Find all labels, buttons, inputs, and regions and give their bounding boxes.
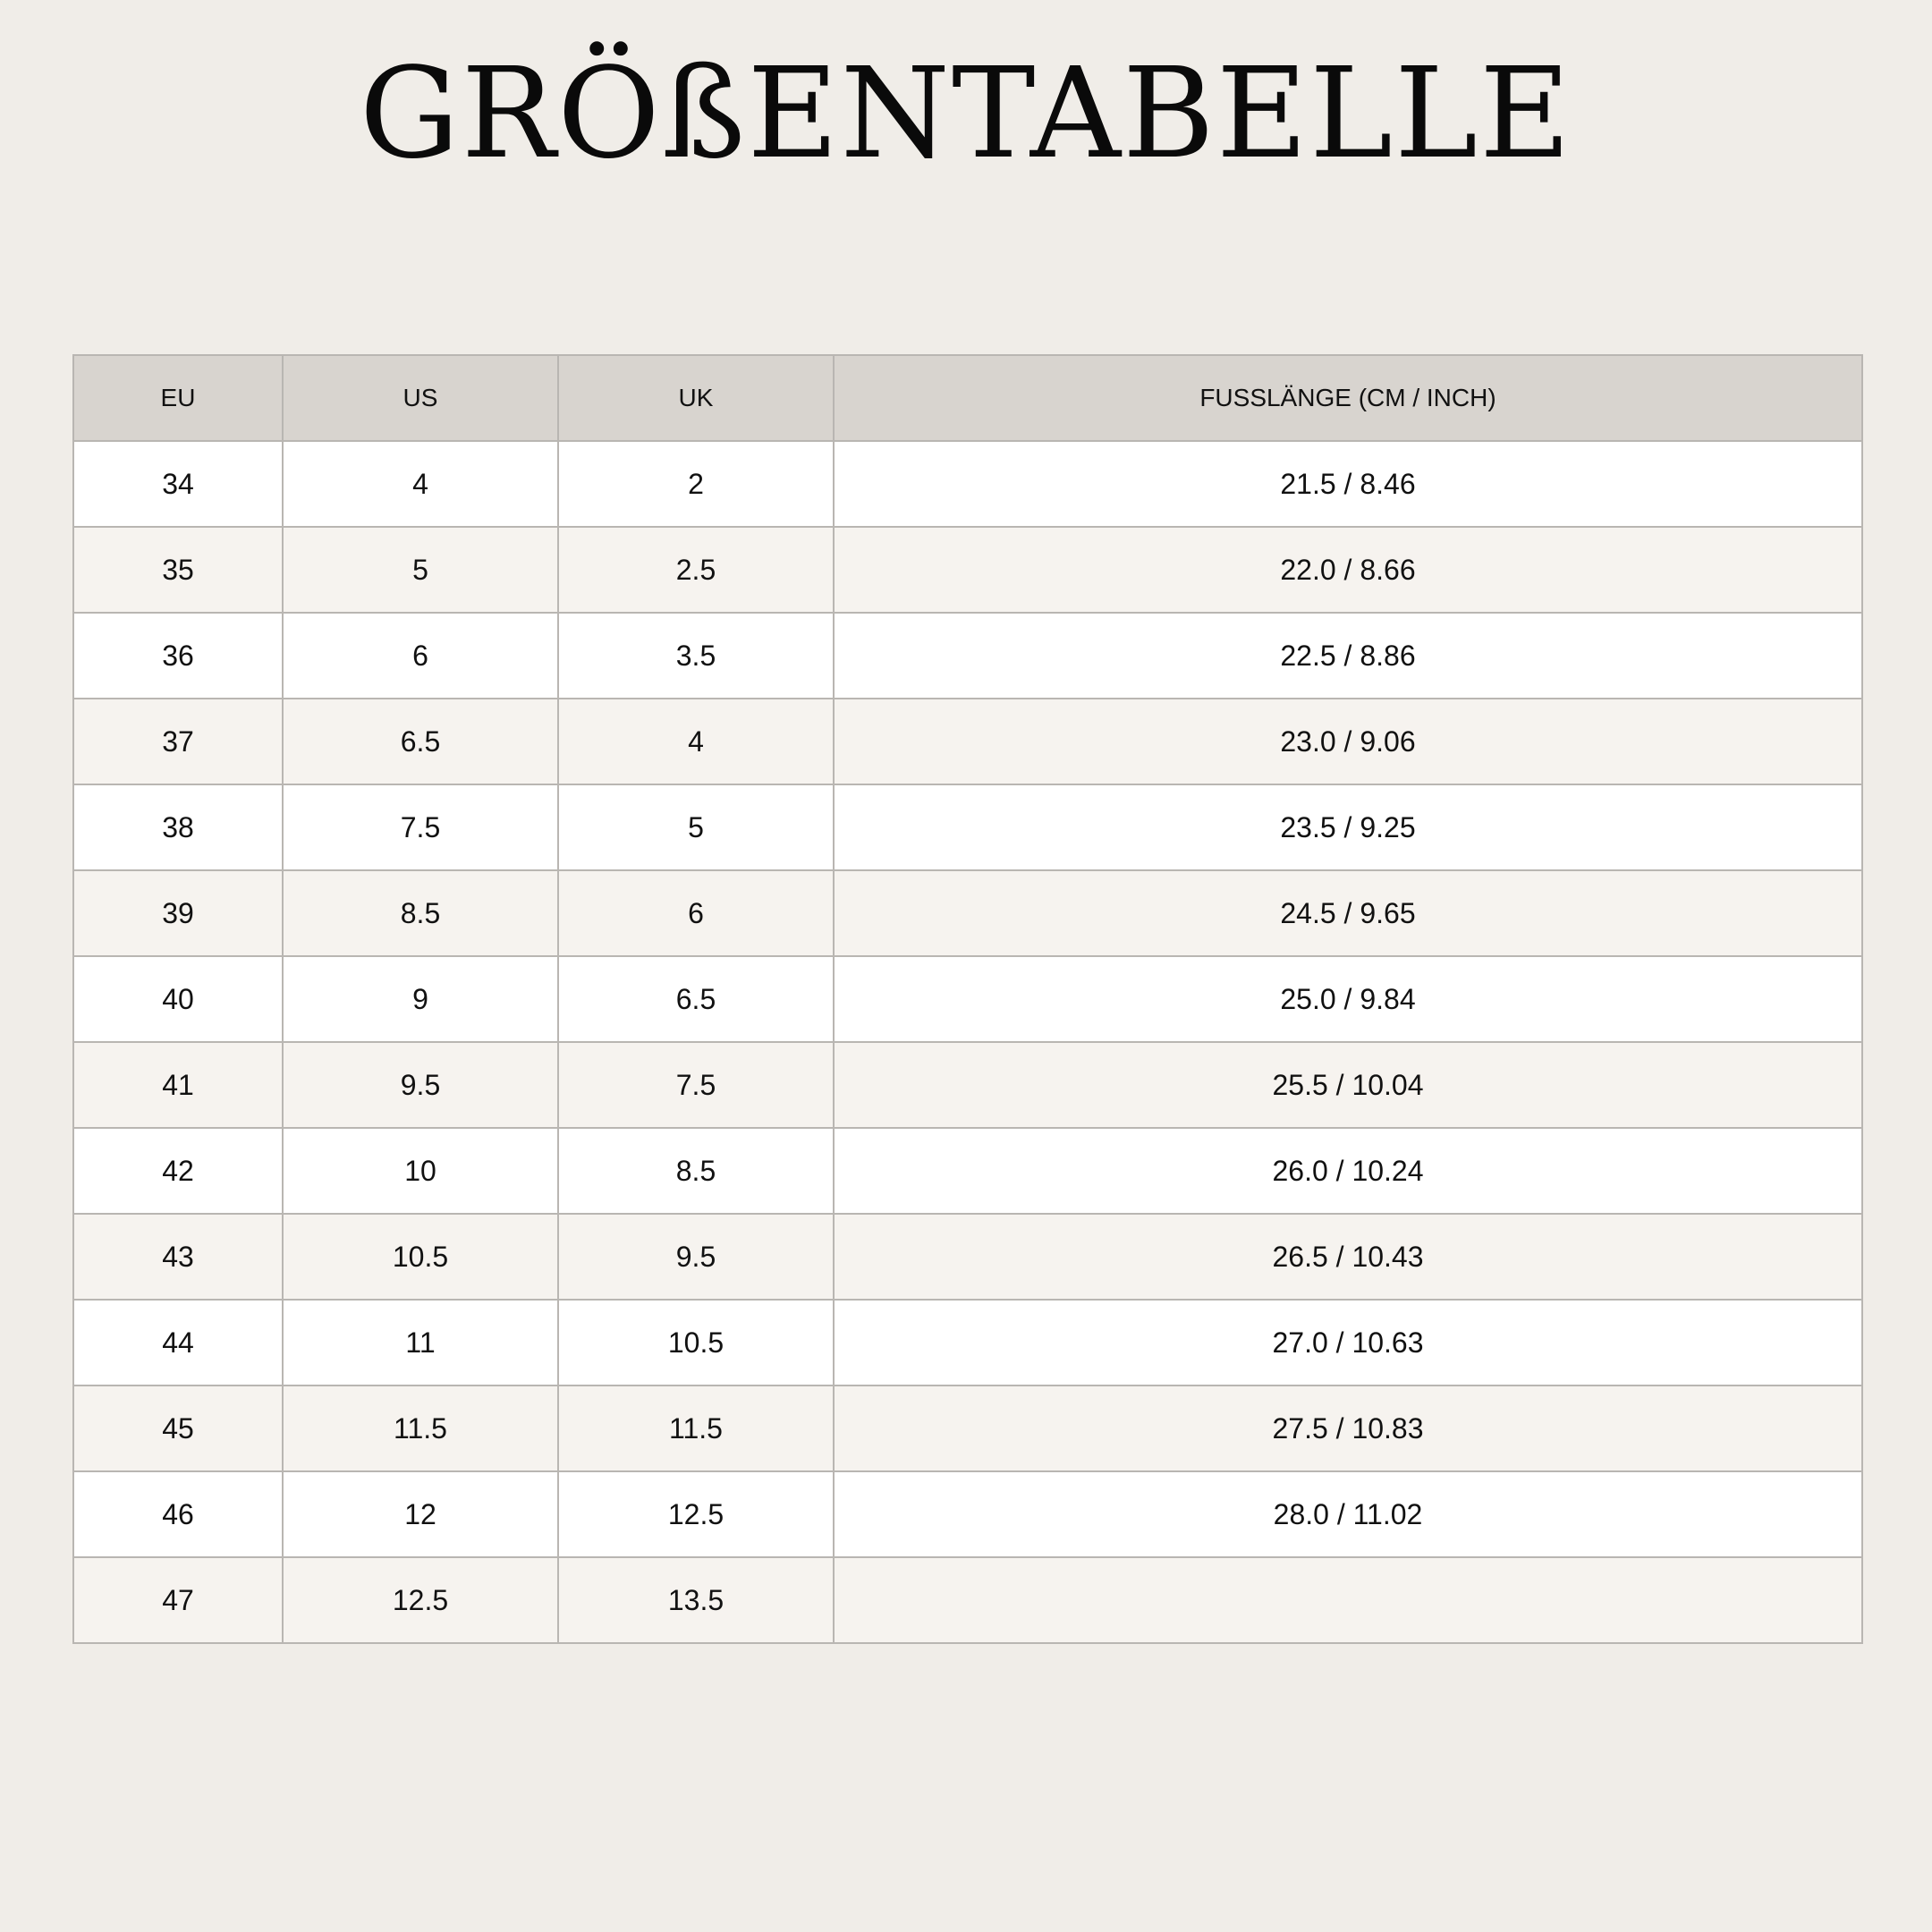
cell-uk: 6.5 xyxy=(558,956,834,1042)
cell-foot-length: 28.0 / 11.02 xyxy=(834,1471,1862,1557)
header-foot-length: FUSSLÄNGE (CM / INCH) xyxy=(834,355,1862,441)
cell-us: 11 xyxy=(283,1300,558,1385)
cell-foot-length: 24.5 / 9.65 xyxy=(834,870,1862,956)
cell-eu: 35 xyxy=(73,527,283,613)
cell-eu: 43 xyxy=(73,1214,283,1300)
cell-uk: 6 xyxy=(558,870,834,956)
cell-foot-length: 27.0 / 10.63 xyxy=(834,1300,1862,1385)
table-row xyxy=(73,1557,1862,1643)
cell-uk: 11.5 xyxy=(558,1385,834,1471)
page-title: GRÖßENTABELLE xyxy=(359,41,1573,187)
cell-uk: 2 xyxy=(558,441,834,527)
cell-us: 4 xyxy=(283,441,558,527)
header-row xyxy=(73,355,1862,441)
table-row xyxy=(73,784,1862,870)
table-row xyxy=(73,441,1862,527)
cell-eu: 36 xyxy=(73,613,283,699)
cell-foot-length: 22.5 / 8.86 xyxy=(834,613,1862,699)
cell-eu: 46 xyxy=(73,1471,283,1557)
table-row xyxy=(73,870,1862,956)
header-us: US xyxy=(283,355,558,441)
cell-foot-length: 27.5 / 10.83 xyxy=(834,1385,1862,1471)
table-row xyxy=(73,1214,1862,1300)
cell-us: 11.5 xyxy=(283,1385,558,1471)
cell-us: 12 xyxy=(283,1471,558,1557)
table-row xyxy=(73,956,1862,1042)
table-row xyxy=(73,1385,1862,1471)
table-row xyxy=(73,1042,1862,1128)
cell-us: 6.5 xyxy=(283,699,558,784)
cell-uk: 8.5 xyxy=(558,1128,834,1214)
table-row xyxy=(73,1471,1862,1557)
cell-eu: 45 xyxy=(73,1385,283,1471)
cell-uk: 7.5 xyxy=(558,1042,834,1128)
cell-eu: 41 xyxy=(73,1042,283,1128)
cell-foot-length: 26.5 / 10.43 xyxy=(834,1214,1862,1300)
table-row xyxy=(73,613,1862,699)
cell-foot-length: 21.5 / 8.46 xyxy=(834,441,1862,527)
cell-foot-length: 23.5 / 9.25 xyxy=(834,784,1862,870)
cell-uk: 2.5 xyxy=(558,527,834,613)
size-table xyxy=(72,354,1863,1644)
table-row xyxy=(73,1128,1862,1214)
cell-us: 6 xyxy=(283,613,558,699)
cell-us: 10.5 xyxy=(283,1214,558,1300)
cell-eu: 38 xyxy=(73,784,283,870)
cell-us: 7.5 xyxy=(283,784,558,870)
cell-foot-length: 23.0 / 9.06 xyxy=(834,699,1862,784)
cell-us: 5 xyxy=(283,527,558,613)
cell-uk: 4 xyxy=(558,699,834,784)
cell-foot-length: 25.5 / 10.04 xyxy=(834,1042,1862,1128)
cell-eu: 37 xyxy=(73,699,283,784)
table-header xyxy=(73,355,1862,441)
cell-uk: 12.5 xyxy=(558,1471,834,1557)
cell-us: 12.5 xyxy=(283,1557,558,1643)
cell-uk: 13.5 xyxy=(558,1557,834,1643)
cell-foot-length xyxy=(834,1557,1862,1643)
cell-eu: 40 xyxy=(73,956,283,1042)
cell-eu: 42 xyxy=(73,1128,283,1214)
cell-uk: 9.5 xyxy=(558,1214,834,1300)
table-row xyxy=(73,1300,1862,1385)
cell-eu: 44 xyxy=(73,1300,283,1385)
cell-us: 9 xyxy=(283,956,558,1042)
cell-eu: 39 xyxy=(73,870,283,956)
cell-eu: 34 xyxy=(73,441,283,527)
cell-us: 9.5 xyxy=(283,1042,558,1128)
table-body xyxy=(73,441,1862,1643)
cell-foot-length: 22.0 / 8.66 xyxy=(834,527,1862,613)
cell-eu: 47 xyxy=(73,1557,283,1643)
header-uk: UK xyxy=(558,355,834,441)
cell-us: 10 xyxy=(283,1128,558,1214)
cell-foot-length: 26.0 / 10.24 xyxy=(834,1128,1862,1214)
table-row xyxy=(73,527,1862,613)
table-row xyxy=(73,699,1862,784)
cell-foot-length: 25.0 / 9.84 xyxy=(834,956,1862,1042)
cell-uk: 3.5 xyxy=(558,613,834,699)
header-eu: EU xyxy=(73,355,283,441)
cell-us: 8.5 xyxy=(283,870,558,956)
cell-uk: 5 xyxy=(558,784,834,870)
cell-uk: 10.5 xyxy=(558,1300,834,1385)
